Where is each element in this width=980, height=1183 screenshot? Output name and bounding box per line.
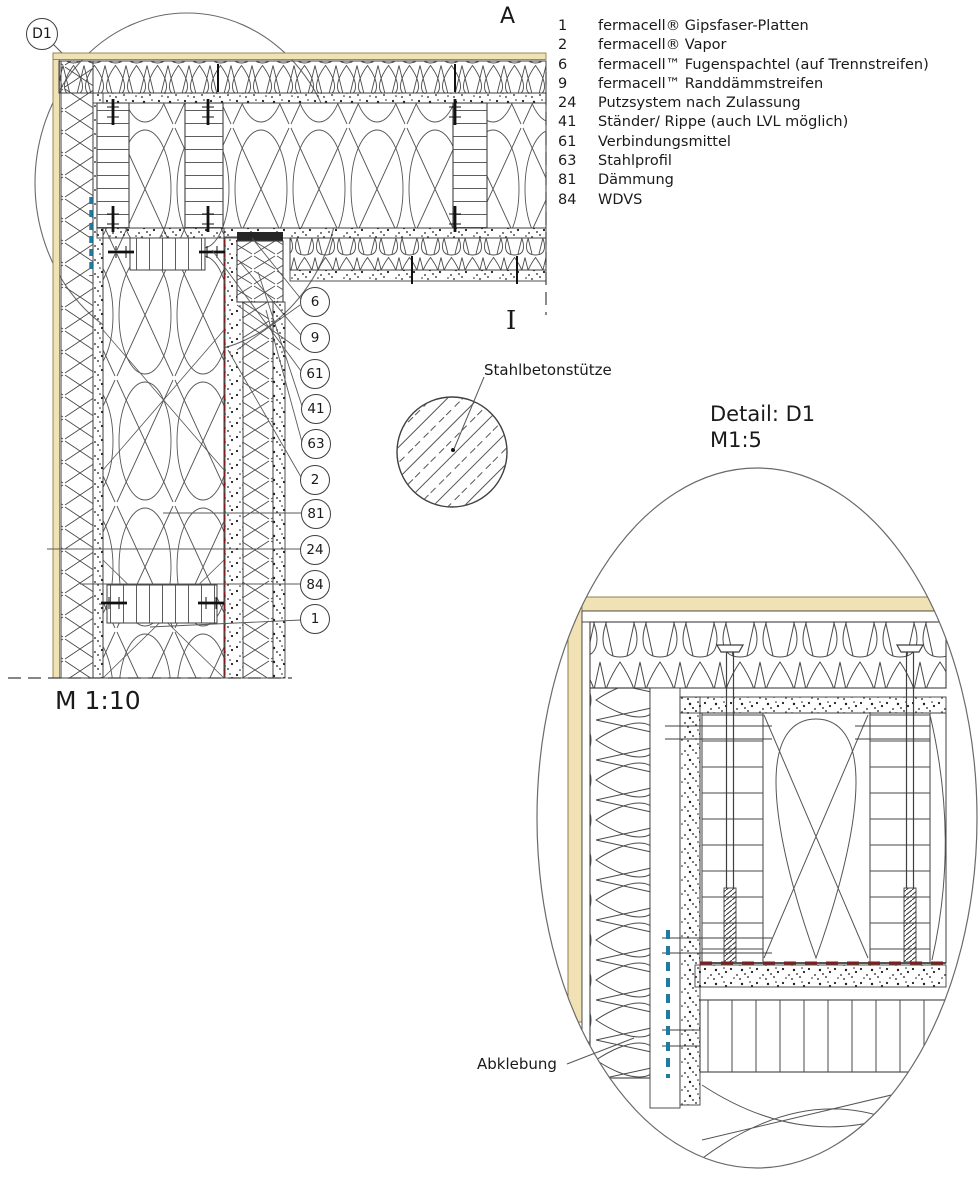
concrete-column-symbol	[397, 377, 507, 507]
legend-row	[558, 171, 929, 190]
joint-filler-bar	[237, 232, 283, 241]
callout-63-label: 63	[307, 436, 325, 452]
legend-row	[558, 17, 929, 36]
callout-81-label: 81	[307, 506, 325, 522]
detail-scale-label: M1:5	[710, 428, 762, 452]
detail-title: Detail: D1	[710, 402, 816, 426]
detail-d1-drawing	[537, 468, 977, 1168]
legend-num: 1	[558, 18, 568, 34]
callout-6-label: 6	[310, 294, 320, 310]
legend-num: 24	[558, 95, 577, 112]
detail-bottom-plate	[700, 1000, 946, 1072]
detail-marker-bubble	[26, 18, 58, 50]
main-scale-label: M 1:10	[55, 686, 141, 715]
callout-2-label: 2	[310, 472, 320, 488]
detail-ladder-right	[870, 713, 930, 963]
legend-label: Ständer/ Rippe (auch LVL möglich)	[598, 114, 849, 131]
section-letter-a: A	[500, 4, 516, 29]
detail-board-top	[582, 611, 946, 622]
legend-label: fermacell® Vapor	[598, 37, 727, 54]
section-letter-i: I	[506, 306, 517, 336]
legend-label: fermacell™ Randdämmstreifen	[598, 75, 824, 92]
legend-label: Putzsystem nach Zulassung	[598, 95, 801, 112]
legend-label: Verbindungsmittel	[598, 133, 731, 150]
board-layer-top-inner	[97, 228, 546, 238]
detail-board-left	[582, 622, 590, 1042]
legend-row	[558, 36, 929, 55]
corner-ledger	[130, 238, 205, 270]
callout-63	[301, 429, 331, 459]
detail-render-left	[568, 597, 582, 1022]
legend	[558, 17, 929, 210]
callout-41	[301, 394, 331, 424]
callout-9	[300, 323, 330, 353]
detail-render-top	[568, 597, 946, 611]
inner-insulation-top	[290, 238, 546, 270]
callout-1-label: 1	[310, 611, 320, 627]
detail-wdvs-left	[590, 688, 650, 1078]
legend-num: 84	[558, 191, 577, 208]
stud-top-2	[185, 103, 223, 228]
callout-24-label: 24	[306, 542, 324, 558]
wdvs-layer-left	[61, 61, 93, 678]
legend-row	[558, 152, 929, 171]
detail-content	[568, 597, 948, 1160]
legend-num: 9	[558, 75, 568, 92]
legend-num: 81	[558, 172, 577, 189]
column-label: Stahlbetonstütze	[484, 361, 612, 379]
legend-num: 6	[558, 56, 568, 73]
detail-floor-board	[695, 965, 946, 987]
stud-top-3	[453, 103, 487, 228]
inner-board-top	[290, 270, 546, 281]
render-layer-left	[53, 53, 60, 678]
legend-label: Dämmung	[598, 172, 674, 189]
legend-row	[558, 75, 929, 94]
legend-num: 63	[558, 153, 577, 170]
callout-6	[300, 287, 330, 317]
callout-41-label: 41	[307, 401, 325, 417]
callout-24	[300, 535, 330, 565]
callout-1	[300, 604, 330, 634]
main-section-drawing	[8, 13, 546, 678]
legend-label: WDVS	[598, 191, 643, 208]
callout-61-label: 61	[306, 366, 324, 382]
detail-gap-strip	[650, 688, 680, 1108]
detail-wdvs-top	[590, 622, 946, 688]
board-layer-top	[93, 93, 546, 103]
legend-row	[558, 133, 929, 152]
wdvs-layer-top	[59, 61, 546, 93]
legend-label: Stahlprofil	[598, 153, 672, 170]
detail-marker-label: D1	[32, 26, 52, 42]
callout-9-label: 9	[310, 330, 320, 346]
legend-row	[558, 191, 929, 210]
render-layer-top	[53, 53, 546, 60]
legend-label: fermacell™ Fugenspachtel (auf Trennstreifen)	[598, 56, 929, 73]
abklebung-label: Abklebung	[477, 1055, 557, 1073]
legend-row	[558, 56, 929, 75]
detail-bottom-bracing	[700, 1082, 948, 1160]
legend-num: 61	[558, 133, 577, 150]
callout-2	[300, 465, 330, 495]
callout-84	[300, 570, 330, 600]
legend-row	[558, 113, 929, 132]
callout-61	[300, 359, 330, 389]
legend-num: 2	[558, 37, 568, 54]
legend-row	[558, 94, 929, 113]
detail-board-vertical	[680, 697, 700, 1105]
legend-num: 41	[558, 114, 577, 131]
vapor-board-strip	[225, 237, 243, 678]
callout-81	[301, 499, 331, 529]
legend-label: fermacell® Gipsfaser-Platten	[598, 18, 809, 34]
callout-84-label: 84	[306, 577, 324, 593]
